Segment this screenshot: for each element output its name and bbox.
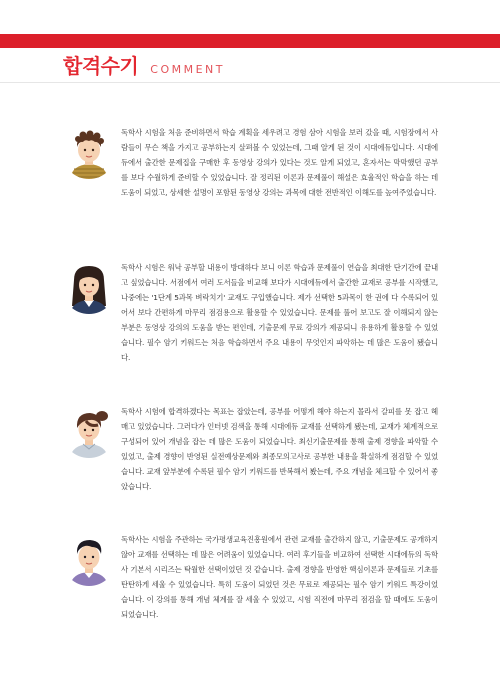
page-subtitle: COMMENT — [150, 63, 225, 76]
page-header — [63, 50, 225, 80]
testimonial-entry — [62, 125, 442, 200]
student-female-long-hair-avatar — [62, 260, 116, 314]
header-red-bar — [0, 34, 500, 48]
testimonial-text: 독학사 시험에 합격하겠다는 목표는 잡았는데, 공부를 어떻게 해야 하는지 몰라서 갈피를 못 잡고 헤매고 있었습니다. 그러다가 인터넷 검색을 통해 시대에듀 교재를 선택하게 됐는데, 교재가 체계적으로 구성되어 있어 개념을 잡는 데 많은 도움이 되었습니다. 최신기출문제를 통해 출제 경향을 파악할 수 있었고, 출제 경향이 반영된 실전예상문제와 최종모의고사로 공부한 내용을 확실하게 점검할 수 있었습니다. 교재 앞부분에 수록된 필수 암기 키워드를 반복해서 봤는데, 주요 개념을 체크할 수 있어서 좋았습니다. — [121, 407, 438, 491]
testimonial-entry — [62, 404, 442, 494]
header-divider — [0, 82, 500, 83]
testimonial-entry — [62, 260, 442, 365]
student-male-curly-hair-avatar — [62, 125, 116, 179]
testimonial-text: 독학사 시험은 워낙 공부할 내용이 방대하다 보니 이론 학습과 문제풀이 연습을 최대한 단기간에 끝내고 싶었습니다. 서점에서 여러 도서들을 비교해 보다가 시대에듀에서 출간한 교재로 공부를 시작했고, 나중에는 '1단계 5과목 벼락치기' 교재도 구입했습니다. 제가 선택한 5과목이 한 권에 다 수록되어 있어서 보다 간편하게 마무리 점검용으로 활용할 수 있었습니다. 문제를 풀어 보고도 잘 이해되지 않는 부분은 동영상 강의의 도움을 받는 편인데, 기출문제 무료 강의가 제공되니 유용하게 활용할 수 있었습니다. 필수 암기 키워드는 처음 학습하면서 주요 내용이 무엇인지 파악하는 데 많은 도움이 됐습니다. — [121, 263, 438, 362]
student-male-short-hair-avatar — [62, 532, 116, 586]
testimonial-text: 독학사는 시험을 주관하는 국가평생교육진흥원에서 관련 교재를 출간하지 않고, 기출문제도 공개하지 않아 교재를 선택하는 데 많은 어려움이 있었습니다. 여러 후기들을 비교하여 선택한 시대에듀의 독학사 기본서 시리즈는 탁월한 선택이었던 것 같습니다. 출제 경향을 반영한 핵심이론과 문제들로 기초를 탄탄하게 세울 수 있었습니다. 특히 도움이 되었던 것은 무료로 제공되는 필수 암기 키워드 특강이었습니다. 이 강의를 통해 개념 체계를 잘 세울 수 있었고, 시험 직전에 마무리 점검을 할 때에도 도움이 되었습니다. — [121, 535, 438, 619]
page-title: 합격수기 — [63, 54, 139, 78]
testimonial-text: 독학사 시험을 처음 준비하면서 학습 계획을 세우려고 경험 삼아 시험을 보러 갔을 때, 시험장에서 사람들이 무슨 책을 가지고 공부하는지 살펴볼 수 있었는데, 그때 알게 된 것이 시대에듀입니다. 시대에듀에서 출간한 문제집을 구매한 후 동영상 강의가 있다는 것도 알게 되었고, 혼자서는 막막했던 공부를 보다 수월하게 준비할 수 있었습니다. 잘 정리된 이론과 문제풀이 해설은 효율적인 학습을 하는 데 도움이 되었고, 상세한 설명이 포함된 동영상 강의는 과목에 대한 전반적인 이해도를 높여주었습니다. — [121, 128, 438, 197]
student-female-ponytail-avatar — [62, 404, 116, 458]
testimonial-entry — [62, 532, 442, 622]
